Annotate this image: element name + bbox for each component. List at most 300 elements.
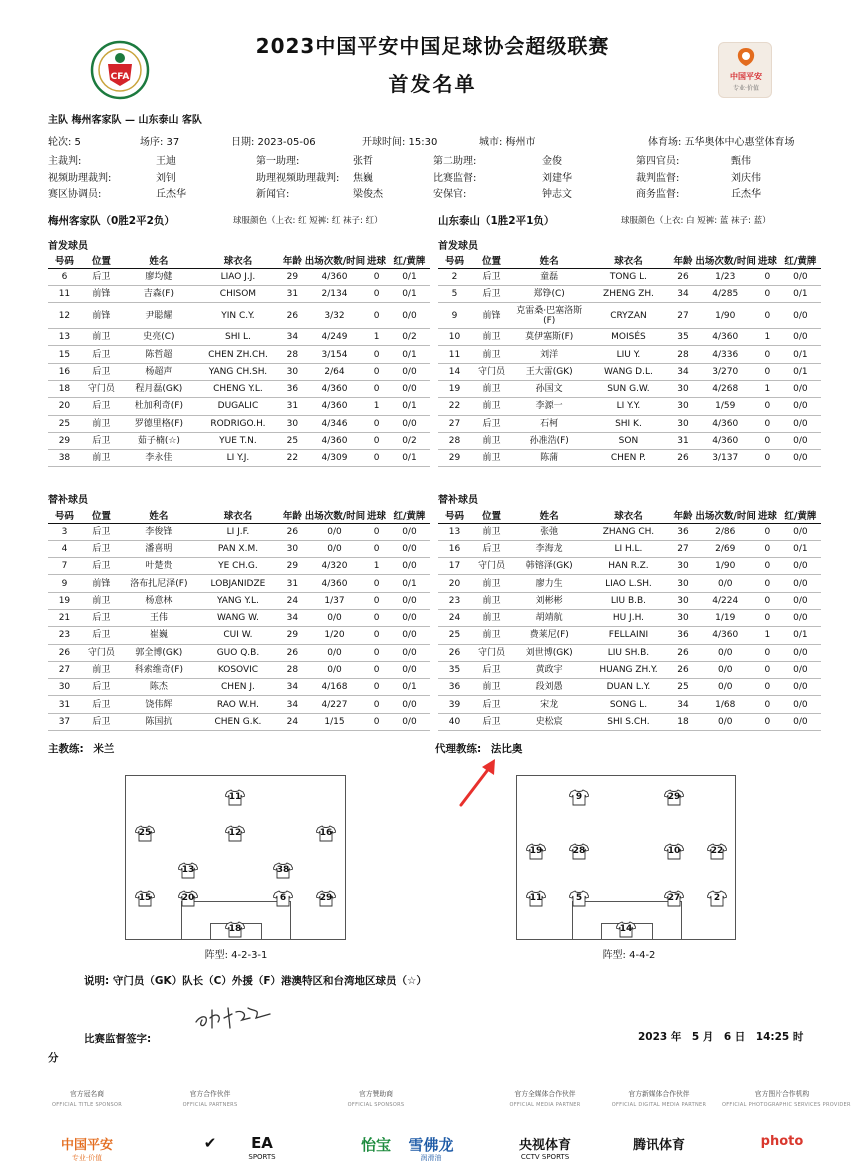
player-cell: 0 [364, 540, 389, 557]
player-cell: 30 [671, 558, 696, 575]
player-cell: 前卫 [471, 523, 512, 540]
player-cell: 0 [755, 696, 780, 713]
sign-datetime: 2023 年 5 月 6 日 14:25 时 [638, 1031, 804, 1043]
player-cell: 后卫 [81, 268, 122, 285]
jersey-icon [178, 862, 198, 879]
column-header: 号码 [438, 508, 471, 523]
player-cell: 后卫 [471, 696, 512, 713]
player-row [438, 380, 821, 397]
player-cell: 0 [364, 415, 389, 432]
player-cell: LI H.L. [586, 540, 670, 557]
player-cell: 0/0 [780, 679, 821, 696]
jersey-icon [664, 890, 684, 907]
jersey-number: 9 [575, 792, 583, 802]
player-cell: 36 [438, 679, 471, 696]
player-cell: 0/2 [389, 432, 430, 449]
player-cell: 0/0 [305, 540, 365, 557]
player-cell: 童磊 [512, 268, 586, 285]
column-header: 出场次数/时间 [695, 253, 755, 268]
player-cell: 0 [755, 713, 780, 730]
player-cell: 21 [48, 609, 81, 626]
player-cell: 35 [438, 661, 471, 678]
player-cell: 0/0 [389, 609, 430, 626]
player-cell: 科索维奇(F) [122, 661, 196, 678]
player-cell: 0/0 [389, 696, 430, 713]
player-cell: 0 [755, 609, 780, 626]
sponsor-category-sub: OFFICIAL MEDIA PARTNER [509, 1102, 581, 1108]
player-cell: 2/134 [305, 285, 365, 302]
player-row [438, 592, 821, 609]
player-cell: 4/360 [695, 432, 755, 449]
player-cell: 9 [438, 303, 471, 329]
official-name: 焦巍 [353, 173, 373, 184]
home-coach-name: 米兰 [93, 743, 115, 755]
player-cell: 0 [364, 644, 389, 661]
player-cell: 廖力生 [512, 575, 586, 592]
player-cell: 张弛 [512, 523, 586, 540]
jersey-number: 18 [228, 924, 242, 934]
sponsor-category-label: 官方新媒体合作伙伴 [628, 1089, 690, 1098]
player-cell: 0/0 [695, 713, 755, 730]
player-cell: 后卫 [471, 713, 512, 730]
player-cell: 17 [438, 558, 471, 575]
player-cell: 前卫 [471, 398, 512, 415]
player-cell: 0/0 [780, 303, 821, 329]
page-title: 2023中国平安中国足球协会超级联赛 [255, 34, 610, 58]
player-cell: 0/0 [389, 415, 430, 432]
column-header: 出场次数/时间 [305, 253, 365, 268]
player-cell: 36 [671, 627, 696, 644]
player-cell: GUO Q.B. [196, 644, 280, 661]
away-coach [435, 741, 522, 756]
player-cell: 36 [280, 380, 305, 397]
player-cell: 23 [48, 627, 81, 644]
player-cell: 0 [364, 363, 389, 380]
player-cell: 守门员 [471, 363, 512, 380]
player-cell: 16 [438, 540, 471, 557]
sponsor-logo: ✔ [203, 1134, 217, 1152]
player-cell: 27 [671, 540, 696, 557]
player-cell: 陈杰 [122, 679, 196, 696]
official-name: 金俊 [542, 156, 562, 167]
player-cell: PAN X.M. [196, 540, 280, 557]
player-cell: DUGALIC [196, 398, 280, 415]
player-cell: 孙准浩(F) [512, 432, 586, 449]
player-cell: 3/154 [305, 346, 365, 363]
jersey-number: 27 [667, 893, 681, 903]
player-row [48, 644, 430, 661]
player-cell: 0/0 [389, 592, 430, 609]
jersey-icon [569, 890, 589, 907]
player-cell: 40 [438, 713, 471, 730]
column-header: 进球 [364, 253, 389, 268]
sponsor-category-label: 官方赞助商 [359, 1089, 393, 1098]
player-cell: 18 [48, 380, 81, 397]
player-cell: 0/0 [780, 592, 821, 609]
official-name: 刘庆伟 [731, 173, 761, 184]
csl-logo-text: 中国平安 [730, 72, 762, 81]
player-cell: 0 [364, 450, 389, 467]
home-formation: 阵型: 4-2-3-1 [204, 950, 268, 961]
jersey-icon [178, 890, 198, 907]
player-cell: 35 [671, 329, 696, 346]
player-cell: 0/1 [780, 540, 821, 557]
player-cell: 4/346 [305, 415, 365, 432]
away-subs-label: 替补球员 [438, 495, 478, 506]
player-cell: 0 [755, 575, 780, 592]
player-cell: 孙国文 [512, 380, 586, 397]
player-cell: 24 [280, 713, 305, 730]
jersey-number: 16 [319, 828, 333, 838]
player-cell: 后卫 [81, 558, 122, 575]
column-header: 进球 [364, 508, 389, 523]
jersey-icon [664, 843, 684, 860]
player-row [48, 432, 430, 449]
player-cell: 6 [48, 268, 81, 285]
player-cell: 34 [280, 609, 305, 626]
player-cell: 1/59 [695, 398, 755, 415]
player-cell: 26 [671, 450, 696, 467]
player-cell: 杨超声 [122, 363, 196, 380]
player-cell: 26 [280, 523, 305, 540]
sponsor-category-label: 官方全媒体合作伙伴 [514, 1089, 576, 1098]
official-role: 主裁判: [48, 156, 82, 167]
player-cell: 前卫 [471, 329, 512, 346]
player-cell: 0/0 [780, 558, 821, 575]
player-cell: 25 [280, 432, 305, 449]
player-cell: 27 [438, 415, 471, 432]
player-cell: CHEN G.K. [196, 713, 280, 730]
player-cell: 前卫 [471, 346, 512, 363]
csl-logo-sub: 专业·价值 [733, 85, 759, 92]
player-cell: 27 [671, 303, 696, 329]
player-cell: 0/0 [780, 415, 821, 432]
player-cell: 1/15 [305, 713, 365, 730]
player-row [48, 592, 430, 609]
player-cell: 14 [438, 363, 471, 380]
player-row [438, 696, 821, 713]
jersey-number: 5 [575, 893, 583, 903]
player-cell: CHEN J. [196, 679, 280, 696]
player-cell: 20 [438, 575, 471, 592]
official-role: 商务监督: [636, 189, 680, 200]
player-cell: 刘彬彬 [512, 592, 586, 609]
player-cell: 0/1 [389, 450, 430, 467]
player-cell: 0/0 [780, 696, 821, 713]
player-cell: 11 [438, 346, 471, 363]
player-cell: 0/1 [389, 398, 430, 415]
player-cell: 0 [364, 380, 389, 397]
player-cell: 0/0 [389, 627, 430, 644]
player-cell: 4/360 [695, 329, 755, 346]
player-cell: 0/1 [389, 285, 430, 302]
player-cell: 28 [671, 346, 696, 363]
kickoff-time: 开球时间: 15:30 [362, 137, 438, 148]
player-cell: 1 [364, 329, 389, 346]
annotation-arrow-icon [455, 755, 500, 810]
sponsor-logo: 央视体育 [518, 1138, 571, 1153]
teams-text: 主队 梅州客家队 — 山东泰山 客队 [48, 115, 202, 126]
player-cell: 莫伊塞斯(F) [512, 329, 586, 346]
sponsor-category-label: 官方图片合作机构 [754, 1089, 810, 1098]
player-cell: 30 [280, 415, 305, 432]
player-cell: 后卫 [81, 523, 122, 540]
player-cell: 前卫 [81, 450, 122, 467]
player-cell: 前卫 [471, 592, 512, 609]
stadium: 体育场: 五华奥体中心惠堂体育场 [648, 137, 795, 148]
column-header: 球衣名 [586, 253, 670, 268]
player-cell: 4/268 [695, 380, 755, 397]
jersey-icon [616, 921, 636, 938]
player-cell: 4/336 [695, 346, 755, 363]
official-role: 裁判监督: [636, 173, 680, 184]
player-row [48, 540, 430, 557]
jersey-icon [135, 825, 155, 842]
player-cell: 前卫 [471, 380, 512, 397]
player-cell: 0/0 [780, 432, 821, 449]
player-cell: 24 [280, 592, 305, 609]
player-cell: 4/360 [305, 575, 365, 592]
column-header: 姓名 [122, 253, 196, 268]
player-cell: 0 [364, 523, 389, 540]
player-row [438, 558, 821, 575]
official-name: 刘建华 [542, 173, 572, 184]
player-cell: 前卫 [81, 661, 122, 678]
jersey-number: 20 [181, 893, 195, 903]
sponsor-logo: 腾讯体育 [632, 1138, 685, 1153]
player-cell: 4/360 [305, 268, 365, 285]
player-cell: 0/0 [780, 644, 821, 661]
player-cell: 0/0 [389, 303, 430, 329]
player-row [48, 713, 430, 730]
official-name: 王迪 [156, 156, 176, 167]
player-cell: 0 [364, 696, 389, 713]
player-cell: 29 [48, 432, 81, 449]
jersey-icon [225, 825, 245, 842]
player-cell: 19 [48, 592, 81, 609]
player-cell: 守门员 [81, 380, 122, 397]
player-cell: 后卫 [81, 540, 122, 557]
sign-datetime-tail: 分 [48, 1052, 59, 1064]
player-cell: 0 [364, 346, 389, 363]
column-header: 球衣名 [196, 508, 280, 523]
player-cell: 4/360 [695, 415, 755, 432]
player-cell: 7 [48, 558, 81, 575]
player-row [438, 346, 821, 363]
sponsor-logo: 中国平安 [60, 1138, 113, 1153]
player-cell: 0/0 [389, 661, 430, 678]
player-row [438, 450, 821, 467]
player-cell: 0/0 [780, 661, 821, 678]
player-cell: 3 [48, 523, 81, 540]
jersey-icon [273, 890, 293, 907]
player-cell: 王大雷(GK) [512, 363, 586, 380]
player-cell: 0/0 [305, 644, 365, 661]
player-cell: 程月磊(GK) [122, 380, 196, 397]
away-starters-table [438, 253, 821, 467]
player-row [48, 285, 430, 302]
player-cell: 后卫 [81, 679, 122, 696]
player-row [48, 627, 430, 644]
player-cell: LOBJANIDZE [196, 575, 280, 592]
player-cell: 9 [48, 575, 81, 592]
player-cell: 0/0 [780, 450, 821, 467]
jersey-icon [316, 890, 336, 907]
player-cell: 4/360 [305, 380, 365, 397]
player-cell: MOISÉS [586, 329, 670, 346]
player-cell: 22 [280, 450, 305, 467]
player-cell: RAO W.H. [196, 696, 280, 713]
player-cell: 28 [280, 346, 305, 363]
player-cell: 前卫 [81, 592, 122, 609]
player-cell: 0 [755, 432, 780, 449]
player-cell: 李俊锋 [122, 523, 196, 540]
jersey-icon [664, 789, 684, 806]
player-cell: 守门员 [471, 644, 512, 661]
player-cell: LIAO J.J. [196, 268, 280, 285]
player-cell: 31 [48, 696, 81, 713]
player-cell: 1/90 [695, 303, 755, 329]
jersey-icon [707, 843, 727, 860]
player-cell: 30 [671, 609, 696, 626]
player-cell: 0 [755, 415, 780, 432]
player-cell: 前锋 [471, 303, 512, 329]
player-cell: 洛布扎尼泽(F) [122, 575, 196, 592]
player-cell: 前卫 [471, 450, 512, 467]
player-cell: 23 [438, 592, 471, 609]
player-row [48, 303, 430, 329]
player-cell: 0 [755, 450, 780, 467]
player-cell: 0/2 [389, 329, 430, 346]
player-cell: 0 [755, 592, 780, 609]
player-cell: 李永佳 [122, 450, 196, 467]
player-cell: 31 [280, 575, 305, 592]
player-cell: 0/0 [780, 713, 821, 730]
player-row [438, 329, 821, 346]
player-cell: YANG CH.SH. [196, 363, 280, 380]
player-cell: 0/0 [695, 679, 755, 696]
player-cell: 2/69 [695, 540, 755, 557]
player-cell: 后卫 [81, 713, 122, 730]
player-cell: 18 [671, 713, 696, 730]
player-cell: HAN R.Z. [586, 558, 670, 575]
player-cell: YANG Y.L. [196, 592, 280, 609]
player-cell: 0/0 [780, 268, 821, 285]
official-role: 新闻官: [256, 189, 290, 200]
sponsor-logo-sub: CCTV SPORTS [520, 1153, 570, 1161]
player-cell: 尹聪耀 [122, 303, 196, 329]
player-cell: 34 [280, 329, 305, 346]
player-cell: 0 [755, 363, 780, 380]
player-cell: SHI S.CH. [586, 713, 670, 730]
player-row [48, 609, 430, 626]
jersey-icon [225, 921, 245, 938]
sponsor-logo: photo [760, 1134, 804, 1149]
player-cell: 30 [671, 380, 696, 397]
player-cell: 11 [48, 285, 81, 302]
player-row [438, 523, 821, 540]
sponsor-logo: EA [251, 1134, 273, 1152]
player-cell: 郭全博(GK) [122, 644, 196, 661]
sponsor-category-sub: OFFICIAL SPONSORS [347, 1102, 405, 1108]
player-row [438, 303, 821, 329]
home-coach [48, 741, 114, 756]
player-cell: 廖均健 [122, 268, 196, 285]
match-no: 场序: 37 [140, 137, 180, 148]
player-cell: LIU Y. [586, 346, 670, 363]
player-row [438, 661, 821, 678]
player-cell: 前卫 [471, 679, 512, 696]
player-cell: 费莱尼(F) [512, 627, 586, 644]
jersey-number: 29 [319, 893, 333, 903]
player-cell: 26 [438, 644, 471, 661]
player-row [438, 644, 821, 661]
player-cell: 3/32 [305, 303, 365, 329]
player-row [438, 540, 821, 557]
jersey-number: 25 [138, 828, 152, 838]
column-header: 位置 [81, 508, 122, 523]
player-cell: DUAN L.Y. [586, 679, 670, 696]
page-subtitle: 首发名单 [388, 72, 477, 96]
player-row [48, 558, 430, 575]
player-cell: 0/0 [389, 363, 430, 380]
player-cell: 1/23 [695, 268, 755, 285]
player-cell: 石柯 [512, 415, 586, 432]
signature-label: 比赛监督签字: [84, 1033, 152, 1045]
column-header: 进球 [755, 508, 780, 523]
player-cell: LI J.F. [196, 523, 280, 540]
player-cell: 罗德里格(F) [122, 415, 196, 432]
official-role: 比赛监督: [433, 173, 477, 184]
player-cell: 2/64 [305, 363, 365, 380]
player-cell: 0 [364, 713, 389, 730]
player-row [438, 398, 821, 415]
player-cell: 史亮(C) [122, 329, 196, 346]
player-cell: 0 [364, 609, 389, 626]
player-cell: YE CH.G. [196, 558, 280, 575]
away-coach-name: 法比奥 [490, 743, 523, 755]
player-cell: 1/20 [305, 627, 365, 644]
player-cell: 0 [364, 661, 389, 678]
player-cell: 4/360 [695, 627, 755, 644]
player-cell: 陈蒲 [512, 450, 586, 467]
player-row [48, 329, 430, 346]
column-header: 红/黄牌 [389, 508, 430, 523]
player-row [48, 523, 430, 540]
player-cell: LI Y.J. [196, 450, 280, 467]
player-cell: 1/90 [695, 558, 755, 575]
player-cell: 韩镕泽(GK) [512, 558, 586, 575]
player-row [48, 380, 430, 397]
sponsor-category-sub: OFFICIAL PARTNERS [182, 1102, 238, 1108]
player-row [48, 268, 430, 285]
jersey-icon [273, 862, 293, 879]
player-cell: KOSOVIC [196, 661, 280, 678]
player-cell: SON [586, 432, 670, 449]
sponsor-category-sub: OFFICIAL TITLE SPONSOR [51, 1102, 123, 1108]
player-cell: ZHANG CH. [586, 523, 670, 540]
column-header: 红/黄牌 [780, 253, 821, 268]
player-row [438, 609, 821, 626]
sponsor-category-sub: OFFICIAL DIGITAL MEDIA PARTNER [611, 1102, 707, 1108]
player-cell: CHENG Y.L. [196, 380, 280, 397]
player-cell: 0 [364, 575, 389, 592]
player-cell: 1 [364, 398, 389, 415]
jersey-number: 19 [529, 846, 543, 856]
sponsor-logo: 怡宝 [360, 1136, 391, 1154]
column-header: 姓名 [122, 508, 196, 523]
player-row [48, 575, 430, 592]
